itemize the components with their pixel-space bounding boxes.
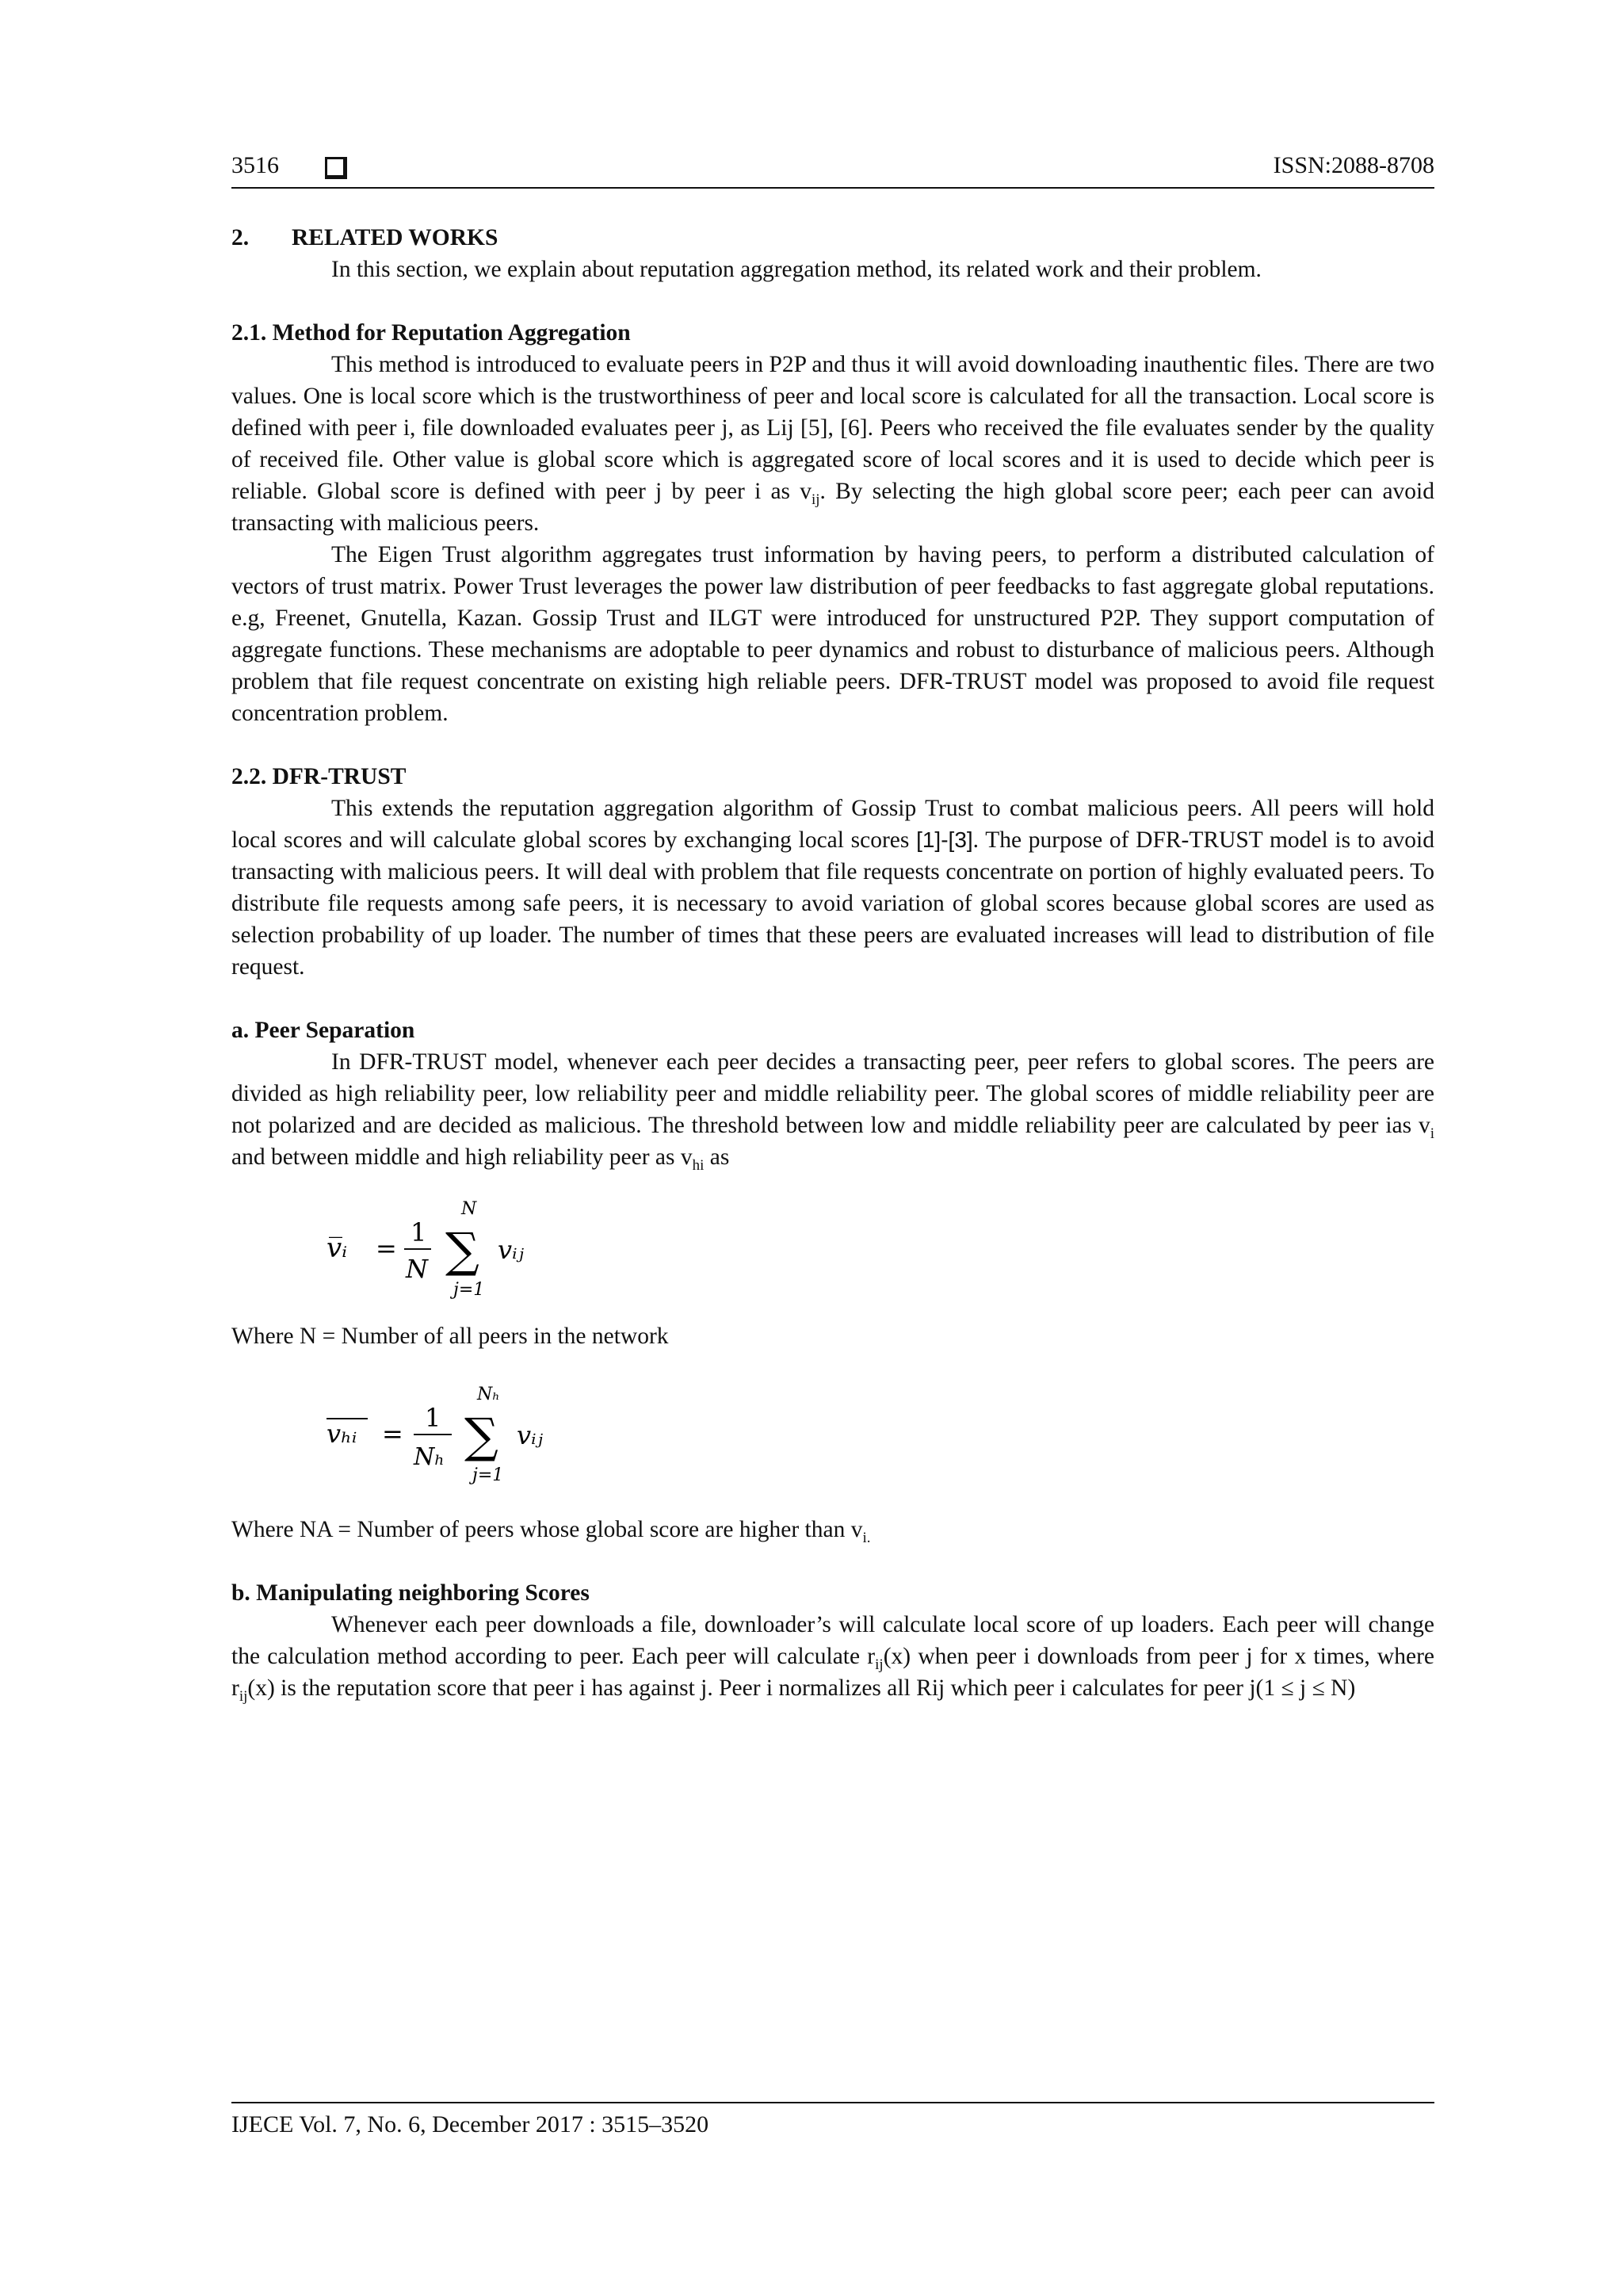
eq1-equals: = xyxy=(376,1233,397,1263)
eq2-numerator: 1 xyxy=(425,1403,441,1433)
equation-mean-global-score xyxy=(327,1195,1434,1314)
eq1-lhs: v̅ᵢ xyxy=(327,1232,348,1264)
paragraph: The Eigen Trust algorithm aggregates trust information by having peers, to perform a distributed calculation of vectors of trust matrix. Power Trust leverages the power law distribution of peer feedbacks to fast aggregate global reputations. e.g, Freenet, Gnutella, Kazan. Gossip Trust and ILGT were introduced for unstructured P2P. They support computation of aggregate functions. These mechanisms are adoptable to peer dynamics and robust to disturbance of malicious peers. Although problem that file request concentrate on existing high reliable peers. DFR-TRUST model was proposed to avoid file request concentration problem. xyxy=(231,542,1434,726)
page-header xyxy=(231,152,1434,187)
header-rule xyxy=(231,187,1434,189)
square-bullet-icon xyxy=(325,157,347,179)
page-number: 3516 xyxy=(231,152,279,178)
eq1-numerator: 1 xyxy=(411,1217,427,1247)
section-number: 2. xyxy=(231,225,250,250)
paragraph: This extends the reputation aggregation algorithm of Gossip Trust to combat malicious peers. All peers will hold local scores and will calculate global scores by exchanging local scores [1]-[3]. The purpose of DFR-TRUST model is to avoid transacting with malicious peers. It will deal with problem that file requests concentrate on portion of highly evaluated peers. To distribute file requests among safe peers, it is necessary to avoid variation of global scores because global scores are used as selection probability of up loader. The number of times that these peers are evaluated increases will lead to distribution of file request. xyxy=(231,796,1434,980)
subsection-heading-a: a. Peer Separation xyxy=(231,1018,415,1043)
equation-high-threshold xyxy=(327,1379,1434,1498)
subsection-heading-b: b. Manipulating neighboring Scores xyxy=(231,1580,590,1606)
issn: ISSN:2088-8708 xyxy=(1273,152,1434,178)
section-title: RELATED WORKS xyxy=(292,225,498,250)
eq1-term: vᵢⱼ xyxy=(498,1235,524,1265)
main-content xyxy=(231,222,1434,1704)
paragraph: This method is introduced to evaluate peers in P2P and thus it will avoid downloading inauthentic files. There are two values. One is local score which is the trustworthiness of peer and local score is calculated for all the transaction. Local score is defined with peer i, file downloaded evaluates peer j, as Lij [5], [6]. Peers who received the file evaluates sender by the quality of received file. Other value is global score which is aggregated score of local scores and it is used to decide which peer is reliable. Global score is defined with peer j by peer i as $v_{ij}$. By selecting the high global score peer; each peer can avoid transacting with malicious peers. xyxy=(231,352,1434,536)
page-footer: IJECE Vol. 7, No. 6, December 2017 : 3515–3520 xyxy=(231,2111,709,2137)
equation-where-na: Where NA = Number of peers whose global score are higher than $v_{i.}$ xyxy=(231,1517,871,1546)
eq2-lhs: vₕᵢ xyxy=(327,1419,357,1449)
eq2-term: vᵢⱼ xyxy=(517,1420,543,1450)
citation: [1]-[3] xyxy=(916,827,973,852)
subsection-heading-2-2: 2.2. DFR-TRUST xyxy=(231,764,407,789)
eq1-sum-symbol: ∑ xyxy=(445,1223,479,1278)
paragraph: Whenever each peer downloads a file, downloader’s will calculate local score of up loaders. Each peer will change the calculation method according to peer. Each peer will calculate $r_{ij}(x)$ when peer i downloads from peer j for x times, where $r_{ij}(x)$ is the reputation score that peer i has against j. Peer i normalizes all Rij which peer i calculates for peer j(1 ≤ j ≤ N) xyxy=(231,1612,1435,1705)
section-intro: In this section, we explain about reputation aggregation method, its related work and their problem. xyxy=(331,257,1262,282)
eq1-denominator: N xyxy=(406,1254,428,1284)
eq1-lower-limit: j=1 xyxy=(453,1280,485,1300)
eq2-lower-limit: j=1 xyxy=(472,1465,504,1485)
eq2-sum-symbol: ∑ xyxy=(464,1408,498,1464)
paragraph: In DFR-TRUST model, whenever each peer decides a transacting peer, peer refers to global scores. The peers are divided as high reliability peer, low reliability peer and middle reliability peer. The global scores of middle reliability peer are not polarized and are decided as malicious. The threshold between low and middle reliability peer are calculated by peer ias $v_i$ and between middle and high reliability peer as $v_{hi}$ as xyxy=(231,1049,1434,1174)
footer-rule xyxy=(231,2102,1434,2103)
eq2-upper-limit: Nₕ xyxy=(477,1385,500,1404)
section-heading xyxy=(231,222,1434,254)
eq2-denominator: Nₕ xyxy=(414,1443,445,1471)
equation-where-n: Where N = Number of all peers in the network xyxy=(231,1324,669,1349)
subsection-heading-2-1: 2.1. Method for Reputation Aggregation xyxy=(231,320,631,346)
eq1-upper-limit: N xyxy=(461,1199,477,1219)
eq2-equals: = xyxy=(382,1419,403,1449)
